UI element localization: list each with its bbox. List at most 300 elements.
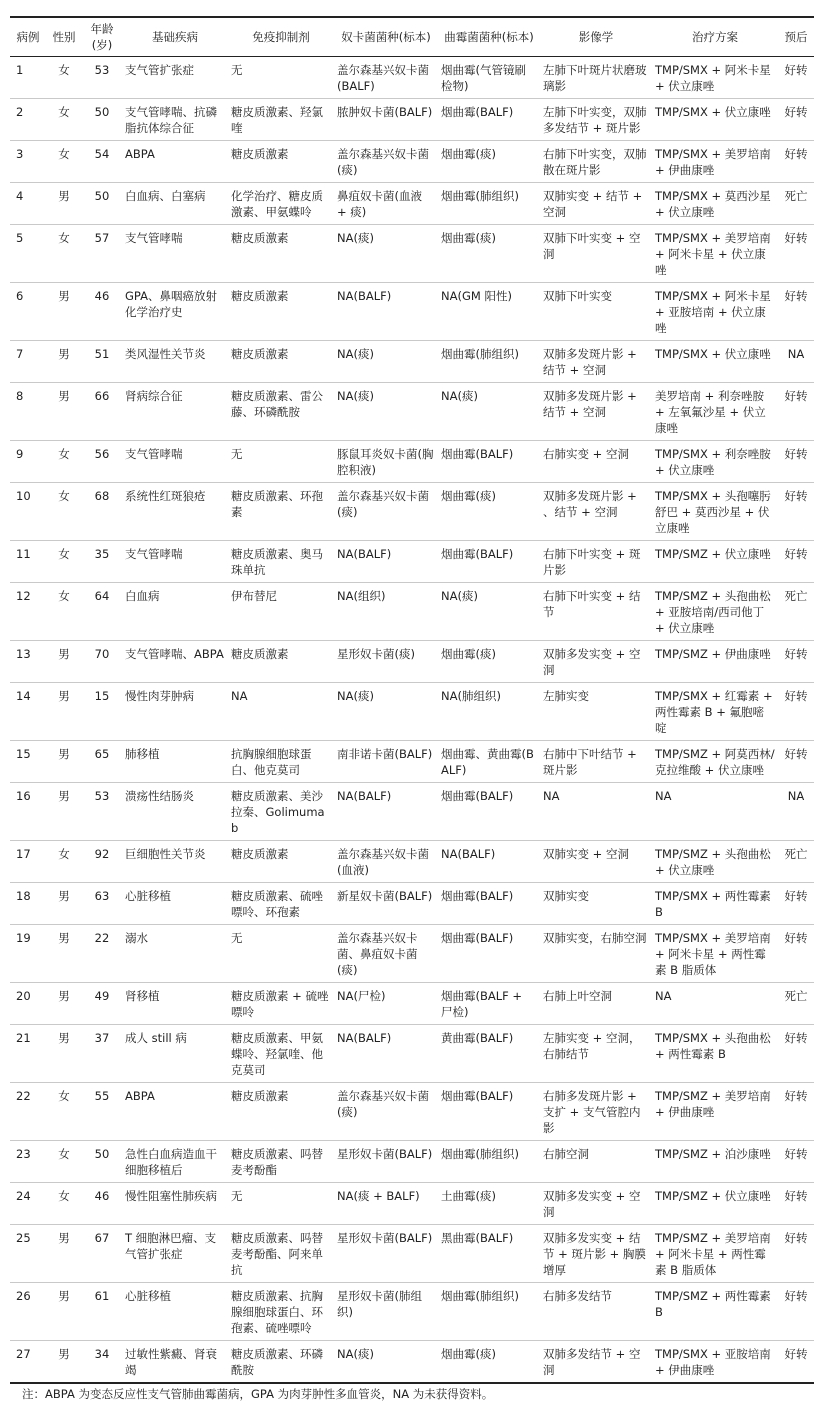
cell-age: 34 bbox=[94, 1347, 110, 1361]
cell-treatment: TMP/SMX + 头孢噻肟舒巴 + 莫西沙星 + 伏立康唑 bbox=[655, 489, 771, 535]
cell-sex: 男 bbox=[58, 389, 70, 403]
cell-case: 12 bbox=[16, 589, 31, 603]
cell-prognosis: 好转 bbox=[784, 647, 808, 661]
cell-age: 68 bbox=[94, 489, 110, 503]
cell-treatment: TMP/SMX + 利奈唑胺 + 伏立康唑 bbox=[655, 447, 771, 477]
cell-aspergillus-species: 烟曲霉(痰) bbox=[441, 147, 496, 161]
cell-immunosuppressant: 糖皮质激素、羟氯喹 bbox=[231, 105, 323, 135]
cell-age: 92 bbox=[94, 847, 110, 861]
cell-case: 17 bbox=[16, 847, 31, 861]
cell-aspergillus-species: 烟曲霉(BALF) bbox=[441, 447, 514, 461]
cell-underlying-disease: 慢性肉芽肿病 bbox=[125, 689, 194, 703]
cell-sex: 男 bbox=[58, 989, 70, 1003]
cell-nocardia-species: 鼻疽奴卡菌(血液 + 痰) bbox=[337, 189, 422, 219]
cell-nocardia-species: NA(BALF) bbox=[337, 789, 392, 803]
cell-prognosis: NA bbox=[787, 789, 805, 803]
cell-immunosuppressant: 糖皮质激素、环磷酰胺 bbox=[231, 1347, 323, 1377]
cell-age: 64 bbox=[94, 589, 110, 603]
cell-aspergillus-species: 烟曲霉(BALF) bbox=[441, 789, 514, 803]
cell-sex: 女 bbox=[58, 1147, 70, 1161]
cell-sex: 女 bbox=[58, 589, 70, 603]
cell-immunosuppressant: 抗胸腺细胞球蛋白、他克莫司 bbox=[231, 747, 312, 777]
table-row bbox=[10, 983, 814, 1025]
cell-imaging: 右肺上叶空洞 bbox=[543, 989, 612, 1003]
cell-prognosis: 好转 bbox=[784, 1347, 808, 1361]
cell-prognosis: 好转 bbox=[784, 931, 808, 945]
table-row bbox=[10, 883, 814, 925]
cell-aspergillus-species: NA(肺组织) bbox=[441, 689, 501, 703]
table-row bbox=[10, 925, 814, 983]
cell-prognosis: 好转 bbox=[784, 547, 808, 561]
cell-treatment: TMP/SMX + 莫西沙星 + 伏立康唑 bbox=[655, 189, 771, 219]
cell-imaging: 双肺多发实变 + 空洞 bbox=[543, 647, 641, 677]
cell-case: 22 bbox=[16, 1089, 31, 1103]
cell-sex: 女 bbox=[58, 547, 70, 561]
cell-age: 49 bbox=[94, 989, 110, 1003]
cell-nocardia-species: 盖尔森基兴奴卡菌(痰) bbox=[337, 1089, 429, 1119]
cell-case: 20 bbox=[16, 989, 31, 1003]
cell-age: 70 bbox=[94, 647, 110, 661]
table-row bbox=[10, 1083, 814, 1141]
header-immunosuppressant: 免疫抑制剂 bbox=[252, 30, 310, 44]
table-row bbox=[10, 1341, 814, 1384]
table-row bbox=[10, 1283, 814, 1341]
cell-case: 13 bbox=[16, 647, 31, 661]
cell-aspergillus-species: 烟曲霉、黄曲霉(BALF) bbox=[441, 747, 534, 777]
cell-case: 14 bbox=[16, 689, 31, 703]
cell-underlying-disease: 溺水 bbox=[125, 931, 148, 945]
cell-case: 5 bbox=[16, 231, 24, 245]
cell-underlying-disease: 支气管哮喘 bbox=[125, 447, 183, 461]
cell-nocardia-species: NA(痰) bbox=[337, 231, 374, 245]
table-row bbox=[10, 741, 814, 783]
cell-age: 50 bbox=[94, 1147, 110, 1161]
cell-sex: 女 bbox=[58, 231, 70, 245]
table-body bbox=[10, 57, 814, 1384]
cell-prognosis: 死亡 bbox=[784, 589, 808, 603]
cell-sex: 女 bbox=[58, 1189, 70, 1203]
cell-treatment: TMP/SMZ + 美罗培南 + 伊曲康唑 bbox=[655, 1089, 771, 1119]
header-treatment: 治疗方案 bbox=[692, 30, 738, 44]
cell-underlying-disease: 心脏移植 bbox=[125, 1289, 171, 1303]
table-row bbox=[10, 1225, 814, 1283]
cell-immunosuppressant: 糖皮质激素 bbox=[231, 347, 289, 361]
cell-immunosuppressant: 无 bbox=[231, 63, 243, 77]
cell-underlying-disease: ABPA bbox=[125, 1089, 155, 1103]
cell-sex: 女 bbox=[58, 105, 70, 119]
cell-nocardia-species: NA(痰) bbox=[337, 689, 374, 703]
cell-immunosuppressant: 糖皮质激素 bbox=[231, 147, 289, 161]
cell-treatment: TMP/SMX + 亚胺培南 + 伊曲康唑 bbox=[655, 1347, 771, 1377]
cell-immunosuppressant: 糖皮质激素、甲氨蝶呤、羟氯喹、他克莫司 bbox=[231, 1031, 323, 1077]
cell-nocardia-species: 脓肿奴卡菌(BALF) bbox=[337, 105, 433, 119]
cell-imaging: 右肺下叶实变 + 结节 bbox=[543, 589, 641, 619]
cell-case: 9 bbox=[16, 447, 24, 461]
header-prognosis: 预后 bbox=[784, 30, 808, 44]
cell-aspergillus-species: 烟曲霉(BALF) bbox=[441, 547, 514, 561]
cell-age: 50 bbox=[94, 189, 110, 203]
cell-sex: 男 bbox=[58, 347, 70, 361]
cell-nocardia-species: NA(BALF) bbox=[337, 547, 392, 561]
cell-nocardia-species: NA(BALF) bbox=[337, 1031, 392, 1045]
cell-aspergillus-species: 黑曲霉(BALF) bbox=[441, 1231, 514, 1245]
cell-underlying-disease: ABPA bbox=[125, 147, 155, 161]
cell-case: 25 bbox=[16, 1231, 31, 1245]
cell-case: 15 bbox=[16, 747, 31, 761]
header-aspergillus-species: 曲霉菌菌种(标本) bbox=[444, 30, 534, 44]
cell-imaging: 双肺多发斑片影 + 、结节 + 空洞 bbox=[543, 489, 637, 519]
cell-aspergillus-species: NA(痰) bbox=[441, 589, 478, 603]
cell-prognosis: 好转 bbox=[784, 289, 808, 303]
cell-underlying-disease: 支气管哮喘、ABPA bbox=[125, 647, 224, 661]
cell-case: 23 bbox=[16, 1147, 31, 1161]
cell-imaging: 右肺多发斑片影 + 支扩 + 支气管腔内影 bbox=[543, 1089, 641, 1135]
cell-nocardia-species: NA(组织) bbox=[337, 589, 386, 603]
cell-immunosuppressant: NA bbox=[231, 689, 248, 703]
cell-prognosis: 死亡 bbox=[784, 847, 808, 861]
cell-case: 1 bbox=[16, 63, 24, 77]
cell-aspergillus-species: 烟曲霉(痰) bbox=[441, 231, 496, 245]
cell-nocardia-species: 星形奴卡菌(BALF) bbox=[337, 1147, 433, 1161]
cell-imaging: 左肺下叶斑片状磨玻璃影 bbox=[543, 63, 647, 93]
table-header bbox=[10, 17, 814, 57]
cell-case: 7 bbox=[16, 347, 24, 361]
cell-prognosis: 好转 bbox=[784, 689, 808, 703]
cell-imaging: 左肺实变 + 空洞，右肺结节 bbox=[543, 1031, 641, 1061]
table-row bbox=[10, 441, 814, 483]
cell-imaging: 右肺中下叶结节 + 斑片影 bbox=[543, 747, 637, 777]
cell-age: 37 bbox=[94, 1031, 110, 1045]
cell-age: 55 bbox=[94, 1089, 110, 1103]
cell-underlying-disease: 白血病 bbox=[125, 589, 160, 603]
cell-sex: 女 bbox=[58, 1089, 70, 1103]
cell-nocardia-species: 盖尔森基兴奴卡菌(痰) bbox=[337, 147, 429, 177]
cell-nocardia-species: 盖尔森基兴奴卡菌(BALF) bbox=[337, 63, 429, 93]
cell-aspergillus-species: 烟曲霉(痰) bbox=[441, 1347, 496, 1361]
cell-immunosuppressant: 无 bbox=[231, 447, 243, 461]
cell-underlying-disease: 巨细胞性关节炎 bbox=[125, 847, 206, 861]
cell-imaging: 左肺实变 bbox=[543, 689, 589, 703]
cell-underlying-disease: 白血病、白塞病 bbox=[125, 189, 206, 203]
cell-treatment: TMP/SMZ + 头孢曲松 + 伏立康唑 bbox=[655, 847, 771, 877]
cell-age: 54 bbox=[94, 147, 110, 161]
cell-case: 26 bbox=[16, 1289, 31, 1303]
cell-treatment: TMP/SMZ + 阿莫西林/克拉维酸 + 伏立康唑 bbox=[655, 747, 775, 777]
table-row bbox=[10, 541, 814, 583]
cell-immunosuppressant: 糖皮质激素 bbox=[231, 647, 289, 661]
cell-imaging: 双肺多发结节 + 空洞 bbox=[543, 1347, 641, 1377]
cell-underlying-disease: 过敏性紫癜、肾衰竭 bbox=[125, 1347, 217, 1377]
cell-treatment: TMP/SMZ + 伏立康唑 bbox=[655, 1189, 771, 1203]
table-row bbox=[10, 1183, 814, 1225]
header-case: 病例 bbox=[16, 30, 40, 44]
cell-aspergillus-species: 烟曲霉(痰) bbox=[441, 489, 496, 503]
cell-aspergillus-species: 烟曲霉(气管镜刷检物) bbox=[441, 63, 526, 93]
cell-immunosuppressant: 糖皮质激素 + 硫唑嘌呤 bbox=[231, 989, 329, 1019]
cell-sex: 男 bbox=[58, 1231, 70, 1245]
cell-treatment: TMP/SMZ + 美罗培南 + 阿米卡星 + 两性霉素 B 脂质体 bbox=[655, 1231, 771, 1277]
cell-treatment: TMP/SMX + 伏立康唑 bbox=[655, 347, 771, 361]
cell-sex: 男 bbox=[58, 747, 70, 761]
cell-sex: 男 bbox=[58, 189, 70, 203]
cell-underlying-disease: 支气管哮喘、抗磷脂抗体综合征 bbox=[125, 105, 217, 135]
table-row bbox=[10, 783, 814, 841]
cell-underlying-disease: 支气管哮喘 bbox=[125, 547, 183, 561]
cell-imaging: 右肺多发结节 bbox=[543, 1289, 612, 1303]
cell-underlying-disease: T 细胞淋巴瘤、支气管扩张症 bbox=[125, 1231, 217, 1261]
cell-immunosuppressant: 糖皮质激素、吗替麦考酚酯 bbox=[231, 1147, 323, 1177]
cell-immunosuppressant: 糖皮质激素 bbox=[231, 1089, 289, 1103]
cell-treatment: TMP/SMX + 阿米卡星 + 亚胺培南 + 伏立康唑 bbox=[655, 289, 771, 335]
cell-nocardia-species: 盖尔森基兴奴卡菌(血液) bbox=[337, 847, 429, 877]
table-row bbox=[10, 225, 814, 283]
cell-imaging: 右肺下叶实变 + 斑片影 bbox=[543, 547, 641, 577]
cell-sex: 女 bbox=[58, 447, 70, 461]
cell-prognosis: 好转 bbox=[784, 147, 808, 161]
cell-sex: 男 bbox=[58, 1289, 70, 1303]
cell-prognosis: 好转 bbox=[784, 1231, 808, 1245]
cell-immunosuppressant: 糖皮质激素、吗替麦考酚酯、阿来单抗 bbox=[231, 1231, 323, 1277]
table-row bbox=[10, 683, 814, 741]
header-nocardia-species: 奴卡菌菌种(标本) bbox=[341, 30, 431, 44]
cell-prognosis: 好转 bbox=[784, 1089, 808, 1103]
cell-treatment: TMP/SMX + 美罗培南 + 阿米卡星 + 伏立康唑 bbox=[655, 231, 771, 277]
cell-nocardia-species: NA(尸检) bbox=[337, 989, 386, 1003]
cell-case: 21 bbox=[16, 1031, 31, 1045]
cell-prognosis: 死亡 bbox=[784, 989, 808, 1003]
cell-treatment: NA bbox=[655, 789, 672, 803]
cell-nocardia-species: 星形奴卡菌(肺组织) bbox=[337, 1289, 422, 1319]
table-row bbox=[10, 99, 814, 141]
cell-imaging: 右肺空洞 bbox=[543, 1147, 589, 1161]
cell-age: 65 bbox=[94, 747, 110, 761]
cell-immunosuppressant: 糖皮质激素、硫唑嘌呤、环孢素 bbox=[231, 889, 323, 919]
cell-aspergillus-species: 烟曲霉(肺组织) bbox=[441, 1147, 519, 1161]
table-row bbox=[10, 483, 814, 541]
cell-aspergillus-species: 土曲霉(痰) bbox=[441, 1189, 496, 1203]
cell-underlying-disease: 类风湿性关节炎 bbox=[125, 347, 206, 361]
cell-treatment: TMP/SMX + 头孢曲松 + 两性霉素 B bbox=[655, 1031, 771, 1061]
cell-age: 15 bbox=[94, 689, 110, 703]
cell-case: 19 bbox=[16, 931, 31, 945]
cell-age: 35 bbox=[94, 547, 110, 561]
cell-prognosis: 好转 bbox=[784, 489, 808, 503]
cell-prognosis: 好转 bbox=[784, 231, 808, 245]
cell-underlying-disease: 成人 still 病 bbox=[125, 1031, 187, 1045]
cell-treatment: TMP/SMZ + 伏立康唑 bbox=[655, 547, 771, 561]
cell-sex: 男 bbox=[58, 1347, 70, 1361]
cell-aspergillus-species: 烟曲霉(肺组织) bbox=[441, 189, 519, 203]
cell-treatment: TMP/SMX + 阿米卡星 + 伏立康唑 bbox=[655, 63, 771, 93]
cell-underlying-disease: 慢性阻塞性肺疾病 bbox=[125, 1189, 217, 1203]
cell-imaging: 右肺下叶实变，双肺散在斑片影 bbox=[543, 147, 647, 177]
cell-sex: 男 bbox=[58, 931, 70, 945]
cell-case: 18 bbox=[16, 889, 31, 903]
cell-nocardia-species: 星形奴卡菌(BALF) bbox=[337, 1231, 433, 1245]
cell-treatment: TMP/SMZ + 头孢曲松 + 亚胺培南/西司他丁 + 伏立康唑 bbox=[655, 589, 771, 635]
table-row bbox=[10, 383, 814, 441]
cell-aspergillus-species: 烟曲霉(BALF) bbox=[441, 931, 514, 945]
cell-prognosis: 好转 bbox=[784, 1189, 808, 1203]
cell-imaging: 双肺多发实变 + 结节 + 斑片影 + 胸膜增厚 bbox=[543, 1231, 646, 1277]
cell-imaging: 双肺下叶实变 + 空洞 bbox=[543, 231, 641, 261]
cell-immunosuppressant: 糖皮质激素、雷公藤、环磷酰胺 bbox=[231, 389, 323, 419]
cell-imaging: 右肺实变 + 空洞 bbox=[543, 447, 629, 461]
cell-nocardia-species: 豚鼠耳炎奴卡菌(胸腔积液) bbox=[337, 447, 434, 477]
cell-immunosuppressant: 糖皮质激素 bbox=[231, 847, 289, 861]
cell-imaging: 双肺实变 + 空洞 bbox=[543, 847, 629, 861]
cell-immunosuppressant: 无 bbox=[231, 931, 243, 945]
cell-aspergillus-species: 黄曲霉(BALF) bbox=[441, 1031, 514, 1045]
cell-aspergillus-species: 烟曲霉(BALF) bbox=[441, 889, 514, 903]
table-row bbox=[10, 283, 814, 341]
cell-age: 61 bbox=[94, 1289, 110, 1303]
cell-underlying-disease: 肾移植 bbox=[125, 989, 160, 1003]
cell-nocardia-species: 新星奴卡菌(BALF) bbox=[337, 889, 433, 903]
cell-treatment: TMP/SMZ + 两性霉素 B bbox=[655, 1289, 771, 1319]
cell-underlying-disease: 急性白血病造血干细胞移植后 bbox=[125, 1147, 217, 1177]
table-row bbox=[10, 1141, 814, 1183]
cell-aspergillus-species: 烟曲霉(肺组织) bbox=[441, 347, 519, 361]
cell-underlying-disease: 溃疡性结肠炎 bbox=[125, 789, 194, 803]
cell-case: 2 bbox=[16, 105, 24, 119]
cell-sex: 女 bbox=[58, 847, 70, 861]
cell-prognosis: 死亡 bbox=[784, 189, 808, 203]
cell-case: 11 bbox=[16, 547, 31, 561]
cell-prognosis: 好转 bbox=[784, 389, 808, 403]
cell-aspergillus-species: NA(BALF) bbox=[441, 847, 496, 861]
cell-imaging: NA bbox=[543, 789, 560, 803]
cell-age: 66 bbox=[94, 389, 110, 403]
cell-age: 46 bbox=[94, 289, 110, 303]
header-sex: 性别 bbox=[52, 30, 76, 44]
cell-aspergillus-species: NA(痰) bbox=[441, 389, 478, 403]
cell-treatment: TMP/SMX + 美罗培南 + 伊曲康唑 bbox=[655, 147, 771, 177]
cell-treatment: TMP/SMX + 伏立康唑 bbox=[655, 105, 771, 119]
cell-nocardia-species: 星形奴卡菌(痰) bbox=[337, 647, 415, 661]
cell-aspergillus-species: 烟曲霉(痰) bbox=[441, 647, 496, 661]
cell-imaging: 双肺实变 + 结节 + 空洞 bbox=[543, 189, 643, 219]
cell-immunosuppressant: 糖皮质激素 bbox=[231, 231, 289, 245]
cell-imaging: 双肺多发实变 + 空洞 bbox=[543, 1189, 641, 1219]
cell-age: 51 bbox=[94, 347, 110, 361]
table-row bbox=[10, 57, 814, 99]
cell-imaging: 双肺多发斑片影 + 结节 + 空洞 bbox=[543, 389, 637, 419]
cell-immunosuppressant: 糖皮质激素、奥马珠单抗 bbox=[231, 547, 323, 577]
cell-underlying-disease: 心脏移植 bbox=[125, 889, 171, 903]
cell-age: 63 bbox=[94, 889, 110, 903]
cell-imaging: 双肺多发斑片影 + 结节 + 空洞 bbox=[543, 347, 637, 377]
table-footnote: 注：ABPA 为变态反应性支气管肺曲霉菌病，GPA 为肉芽肿性多血管炎，NA 为未获得资料。 bbox=[22, 1387, 494, 1401]
cell-immunosuppressant: 糖皮质激素、环孢素 bbox=[231, 489, 323, 519]
table-row bbox=[10, 341, 814, 383]
cell-sex: 男 bbox=[58, 647, 70, 661]
cell-underlying-disease: 支气管扩张症 bbox=[125, 63, 194, 77]
cell-imaging: 双肺实变 bbox=[543, 889, 589, 903]
cell-sex: 男 bbox=[58, 889, 70, 903]
cell-age: 50 bbox=[94, 105, 110, 119]
cell-case: 3 bbox=[16, 147, 24, 161]
cell-case: 10 bbox=[16, 489, 31, 503]
cell-sex: 男 bbox=[58, 789, 70, 803]
cell-case: 8 bbox=[16, 389, 24, 403]
cell-treatment: TMP/SMX + 两性霉素 B bbox=[655, 889, 771, 919]
cell-treatment: TMP/SMX + 红霉素 + 两性霉素 B + 氟胞嘧啶 bbox=[655, 689, 773, 735]
cell-nocardia-species: NA(痰) bbox=[337, 347, 374, 361]
cell-aspergillus-species: 烟曲霉(BALF + 尸检) bbox=[441, 989, 523, 1019]
cell-imaging: 左肺下叶实变，双肺多发结节 + 斑片影 bbox=[543, 105, 647, 135]
cell-treatment: TMP/SMZ + 泊沙康唑 bbox=[655, 1147, 771, 1161]
cell-case: 4 bbox=[16, 189, 24, 203]
cell-underlying-disease: 肺移植 bbox=[125, 747, 160, 761]
cell-age: 53 bbox=[94, 789, 110, 803]
cell-underlying-disease: GPA、鼻咽癌放射化学治疗史 bbox=[125, 289, 217, 319]
cell-age: 53 bbox=[94, 63, 110, 77]
table-row bbox=[10, 1025, 814, 1083]
cell-prognosis: 好转 bbox=[784, 889, 808, 903]
cell-underlying-disease: 系统性红斑狼疮 bbox=[125, 489, 206, 503]
cell-case: 16 bbox=[16, 789, 31, 803]
cell-treatment: NA bbox=[655, 989, 672, 1003]
cell-case: 27 bbox=[16, 1347, 31, 1361]
cell-nocardia-species: NA(BALF) bbox=[337, 289, 392, 303]
table-row bbox=[10, 641, 814, 683]
cell-aspergillus-species: 烟曲霉(BALF) bbox=[441, 105, 514, 119]
cell-sex: 男 bbox=[58, 689, 70, 703]
cell-immunosuppressant: 伊布替尼 bbox=[231, 589, 277, 603]
cell-immunosuppressant: 糖皮质激素、美沙拉秦、Golimumab bbox=[231, 789, 325, 835]
cell-aspergillus-species: NA(GM 阳性) bbox=[441, 289, 512, 303]
cell-age: 67 bbox=[94, 1231, 110, 1245]
cell-prognosis: 好转 bbox=[784, 63, 808, 77]
cell-imaging: 双肺下叶实变 bbox=[543, 289, 612, 303]
cell-case: 24 bbox=[16, 1189, 31, 1203]
cell-sex: 女 bbox=[58, 489, 70, 503]
cell-immunosuppressant: 糖皮质激素 bbox=[231, 289, 289, 303]
cell-prognosis: 好转 bbox=[784, 1289, 808, 1303]
cell-sex: 女 bbox=[58, 147, 70, 161]
cell-nocardia-species: NA(痰 + BALF) bbox=[337, 1189, 420, 1203]
cell-immunosuppressant: 化学治疗、糖皮质激素、甲氨蝶呤 bbox=[231, 189, 323, 219]
cell-nocardia-species: 盖尔森基兴奴卡菌、鼻疽奴卡菌(痰) bbox=[337, 931, 418, 977]
cell-nocardia-species: NA(痰) bbox=[337, 389, 374, 403]
cell-immunosuppressant: 糖皮质激素、抗胸腺细胞球蛋白、环孢素、硫唑嘌呤 bbox=[231, 1289, 323, 1335]
cell-age: 22 bbox=[94, 931, 110, 945]
cell-treatment: TMP/SMX + 美罗培南 + 阿米卡星 + 两性霉素 B 脂质体 bbox=[655, 931, 771, 977]
cell-aspergillus-species: 烟曲霉(肺组织) bbox=[441, 1289, 519, 1303]
table-row bbox=[10, 583, 814, 641]
cell-prognosis: 好转 bbox=[784, 1147, 808, 1161]
cell-immunosuppressant: 无 bbox=[231, 1189, 243, 1203]
cell-sex: 男 bbox=[58, 289, 70, 303]
cell-prognosis: 好转 bbox=[784, 1031, 808, 1045]
table-row bbox=[10, 183, 814, 225]
cell-treatment: 美罗培南 + 利奈唑胺 + 左氧氟沙星 + 伏立康唑 bbox=[655, 389, 766, 435]
header-row bbox=[10, 17, 814, 57]
cell-nocardia-species: NA(痰) bbox=[337, 1347, 374, 1361]
cell-case: 6 bbox=[16, 289, 24, 303]
case-table bbox=[10, 16, 814, 1384]
cell-age: 57 bbox=[94, 231, 110, 245]
cell-prognosis: NA bbox=[787, 347, 805, 361]
table-row bbox=[10, 141, 814, 183]
cell-treatment: TMP/SMZ + 伊曲康唑 bbox=[655, 647, 771, 661]
cell-prognosis: 好转 bbox=[784, 747, 808, 761]
cell-underlying-disease: 支气管哮喘 bbox=[125, 231, 183, 245]
cell-prognosis: 好转 bbox=[784, 447, 808, 461]
cell-sex: 男 bbox=[58, 1031, 70, 1045]
cell-sex: 女 bbox=[58, 63, 70, 77]
